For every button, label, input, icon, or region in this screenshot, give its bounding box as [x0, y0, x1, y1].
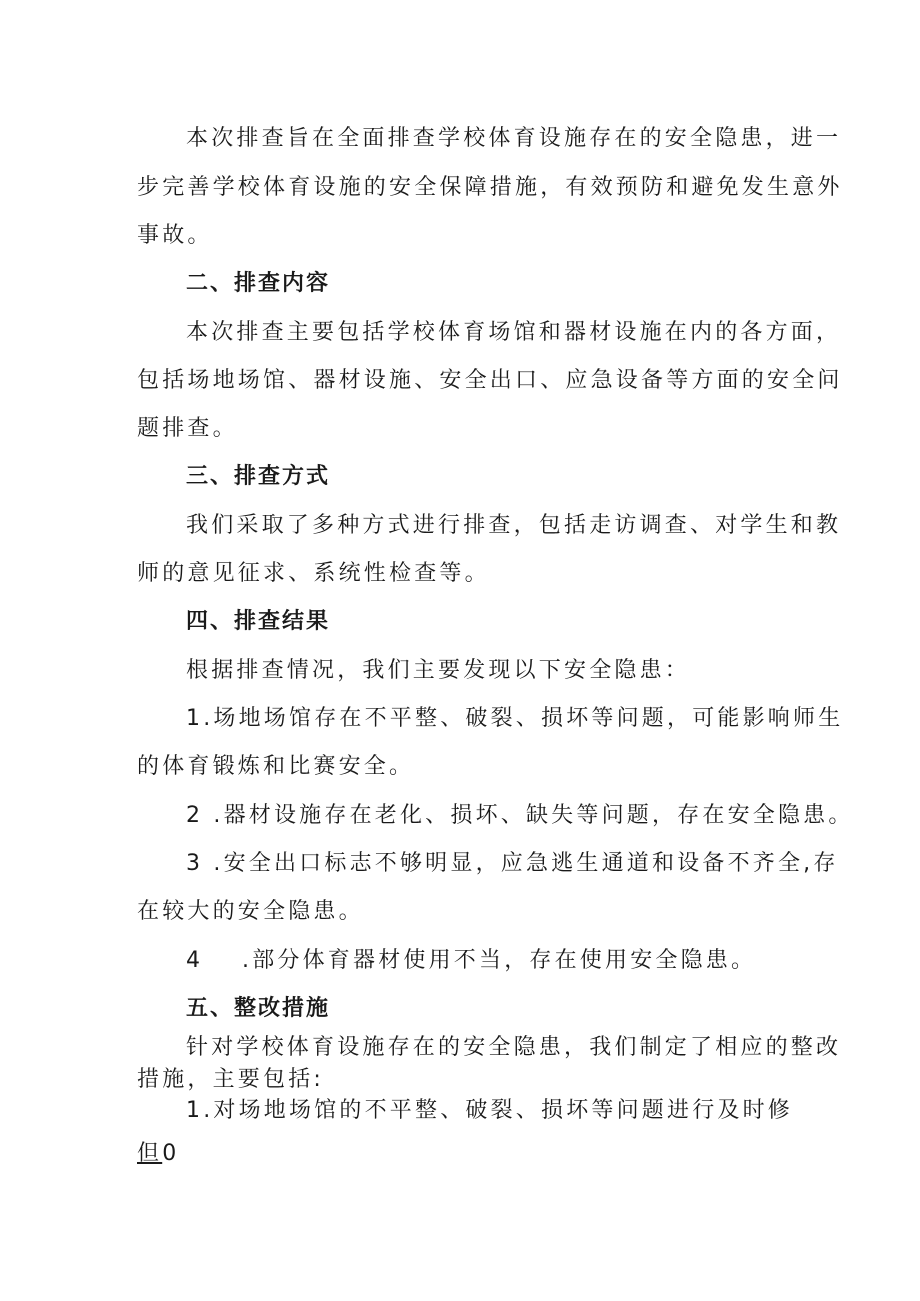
intro-line-2: 步完善学校体育设施的安全保障措施，有效预防和避免发生意外	[137, 175, 843, 200]
section-3-heading: 三、排查方式	[186, 464, 331, 489]
section-5-line-2: 措施，主要包括:	[137, 1067, 325, 1092]
section-4-item-1-line-2: 的体育锻炼和比赛安全。	[137, 754, 415, 779]
section-3-line-1: 我们采取了多种方式进行排查，包括走访调查、对学生和教	[186, 513, 842, 538]
section-2-line-2: 包括场地场馆、器材设施、安全出口、应急设备等方面的安全问	[137, 368, 843, 393]
section-2-line-1: 本次排查主要包括学校体育场馆和器材设施在内的各方面，	[186, 320, 842, 345]
section-4-item-2: 2 .器材设施存在老化、损坏、缺失等问题，存在安全隐患。	[186, 803, 854, 828]
section-5-item-1-line-1: 1.对场地场馆的不平整、破裂、损坏等问题进行及时修	[186, 1098, 793, 1123]
section-4-heading: 四、排查结果	[186, 609, 331, 634]
section-4-item-3-line-1: 3 .安全出口标志不够明显，应急逃生通道和设备不齐全,存	[186, 851, 839, 876]
intro-line-3: 事故。	[137, 223, 213, 248]
section-5-tail-underlined: 但	[137, 1141, 163, 1166]
section-5-heading: 五、整改措施	[186, 996, 331, 1021]
section-5-tail-plain: 0	[162, 1141, 180, 1166]
section-4-item-4-text: .部分体育器材使用不当，存在使用安全隐患。	[242, 948, 757, 973]
section-3-line-2: 师的意见征求、系统性检查等。	[137, 561, 490, 586]
section-4-item-1-line-1: 1.场地场馆存在不平整、破裂、损坏等问题，可能影响师生	[186, 706, 844, 731]
section-2-line-3: 题排查。	[137, 416, 238, 441]
section-4-line-1: 根据排查情况，我们主要发现以下安全隐患：	[186, 658, 691, 683]
section-4-item-4-number: 4	[186, 948, 204, 973]
section-2-heading: 二、排查内容	[186, 271, 331, 296]
section-5-item-1-line-2	[137, 1139, 179, 1169]
intro-line-1: 本次排查旨在全面排查学校体育设施存在的安全隐患，进一	[186, 126, 842, 151]
section-5-line-1: 针对学校体育设施存在的安全隐患，我们制定了相应的整改	[186, 1035, 842, 1060]
section-4-item-3-line-2: 在较大的安全隐患。	[137, 899, 364, 924]
